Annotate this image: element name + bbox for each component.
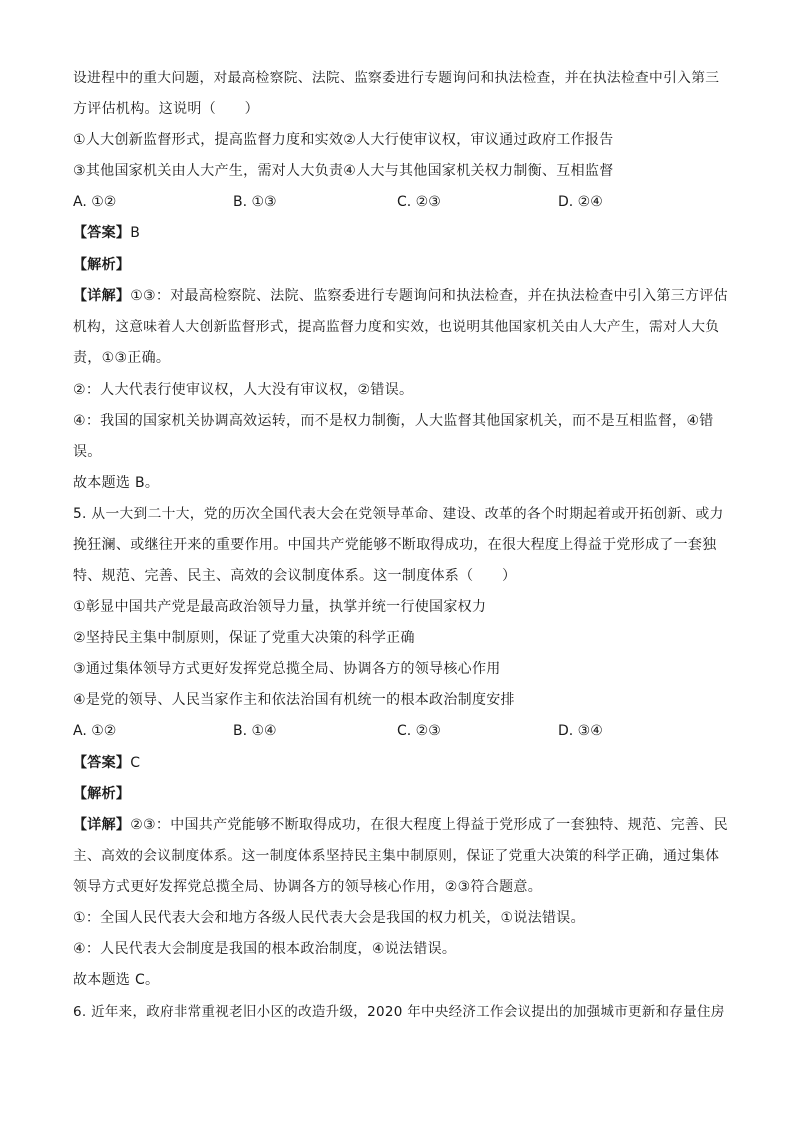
q4-detail-line: ②：人大代表行使审议权，人大没有审议权，②错误。	[73, 382, 414, 398]
q5-option-d: D. ③④	[558, 723, 603, 739]
q5-option-b: B. ①④	[233, 723, 277, 739]
q5-answer	[73, 753, 140, 773]
q5-detail-line: ①：全国人民代表大会和地方各级人民代表大会是我国的权力机关，①说法错误。	[73, 910, 585, 926]
q5-conclusion: 故本题选 C。	[73, 972, 160, 988]
q5-detail-line: ④：人民代表大会制度是我国的根本政治制度，④说法错误。	[73, 941, 457, 957]
q5-statement: ③通过集体领导方式更好发挥党总揽全局、协调各方的领导核心作用	[73, 661, 501, 677]
q5-stem-line: 挽狂澜、或继往开来的重要作用。中国共产党能够不断取得成功，在很大程度上得益于党形成了一套独	[73, 537, 717, 553]
q4-stem-line: 设进程中的重大问题，对最高检察院、法院、监察委进行专题询问和执法检查，并在执法检查中引入第三	[73, 70, 720, 86]
q5-option-c: C. ②③	[397, 723, 441, 739]
q5-detail-line: 主、高效的会议制度体系。这一制度体系坚持民主集中制原则，保证了党重大决策的科学正确，通过集体	[73, 848, 720, 864]
q4-statement-line: ①人大创新监督形式，提高监督力度和实效②人大行使审议权，审议通过政府工作报告	[73, 132, 614, 148]
analysis-label: 【解析】	[73, 786, 131, 802]
q4-option-b: B. ①③	[233, 194, 277, 210]
q4-stem-line: 方评估机构。这说明（ ）	[73, 101, 259, 117]
detail-label: 【详解】	[73, 288, 131, 304]
q5-detail-line: 领导方式更好发挥党总揽全局、协调各方的领导核心作用，②③符合题意。	[73, 879, 542, 895]
q4-option-a: A. ①②	[73, 194, 117, 210]
q5-statement: ④是党的领导、人民当家作主和依法治国有机统一的根本政治制度安排	[73, 692, 515, 708]
q6-stem-line: 6. 近年来，政府非常重视老旧小区的改造升级，2020 年中央经济工作会议提出的加强城市更新和存量住房	[73, 1004, 725, 1020]
answer-value: B	[130, 225, 141, 241]
detail-label: 【详解】	[73, 817, 131, 833]
q4-statement-line: ③其他国家机关由人大产生，需对人大负责④人大与其他国家机关权力制衡、互相监督	[73, 163, 614, 179]
q5-stem-line: 特、规范、完善、民主、高效的会议制度体系。这一制度体系（ ）	[73, 568, 517, 584]
q4-answer	[73, 223, 140, 243]
q5-option-a: A. ①②	[73, 723, 117, 739]
q4-analysis-heading	[73, 255, 130, 275]
q5-statement: ②坚持民主集中制原则，保证了党重大决策的科学正确	[73, 630, 415, 646]
q4-detail-line: ④：我国的国家机关协调高效运转，而不是权力制衡，人大监督其他国家机关，而不是互相监督，④错	[73, 413, 714, 429]
q5-statement: ①彰显中国共产党是最高政治领导力量，执掌并统一行使国家权力	[73, 599, 487, 615]
analysis-label: 【解析】	[73, 257, 131, 273]
answer-label: 【答案】	[73, 755, 131, 771]
q4-detail-line: 责，①③正确。	[73, 350, 171, 366]
q4-option-c: C. ②③	[397, 194, 441, 210]
q5-analysis-heading	[73, 784, 130, 804]
detail-text: ②③：中国共产党能够不断取得成功，在很大程度上得益于党形成了一套独特、规范、完善、民	[130, 817, 728, 833]
q5-detail-line	[73, 815, 728, 835]
q4-detail-line: 误。	[73, 444, 102, 460]
detail-text: ①③：对最高检察院、法院、监察委进行专题询问和执法检查，并在执法检查中引入第三方评估	[130, 288, 728, 304]
q5-stem-line: 5. 从一大到二十大，党的历次全国代表大会在党领导革命、建设、改革的各个时期起着或开拓创新、或力	[73, 506, 724, 522]
q4-option-d: D. ②④	[558, 194, 603, 210]
q4-conclusion: 故本题选 B。	[73, 475, 160, 491]
q4-detail-line: 机构，这意味着人大创新监督形式，提高监督力度和实效，也说明其他国家机关由人大产生，需对人大负	[73, 319, 720, 335]
answer-label: 【答案】	[73, 225, 131, 241]
q4-detail-line	[73, 286, 728, 306]
answer-value: C	[130, 755, 141, 771]
